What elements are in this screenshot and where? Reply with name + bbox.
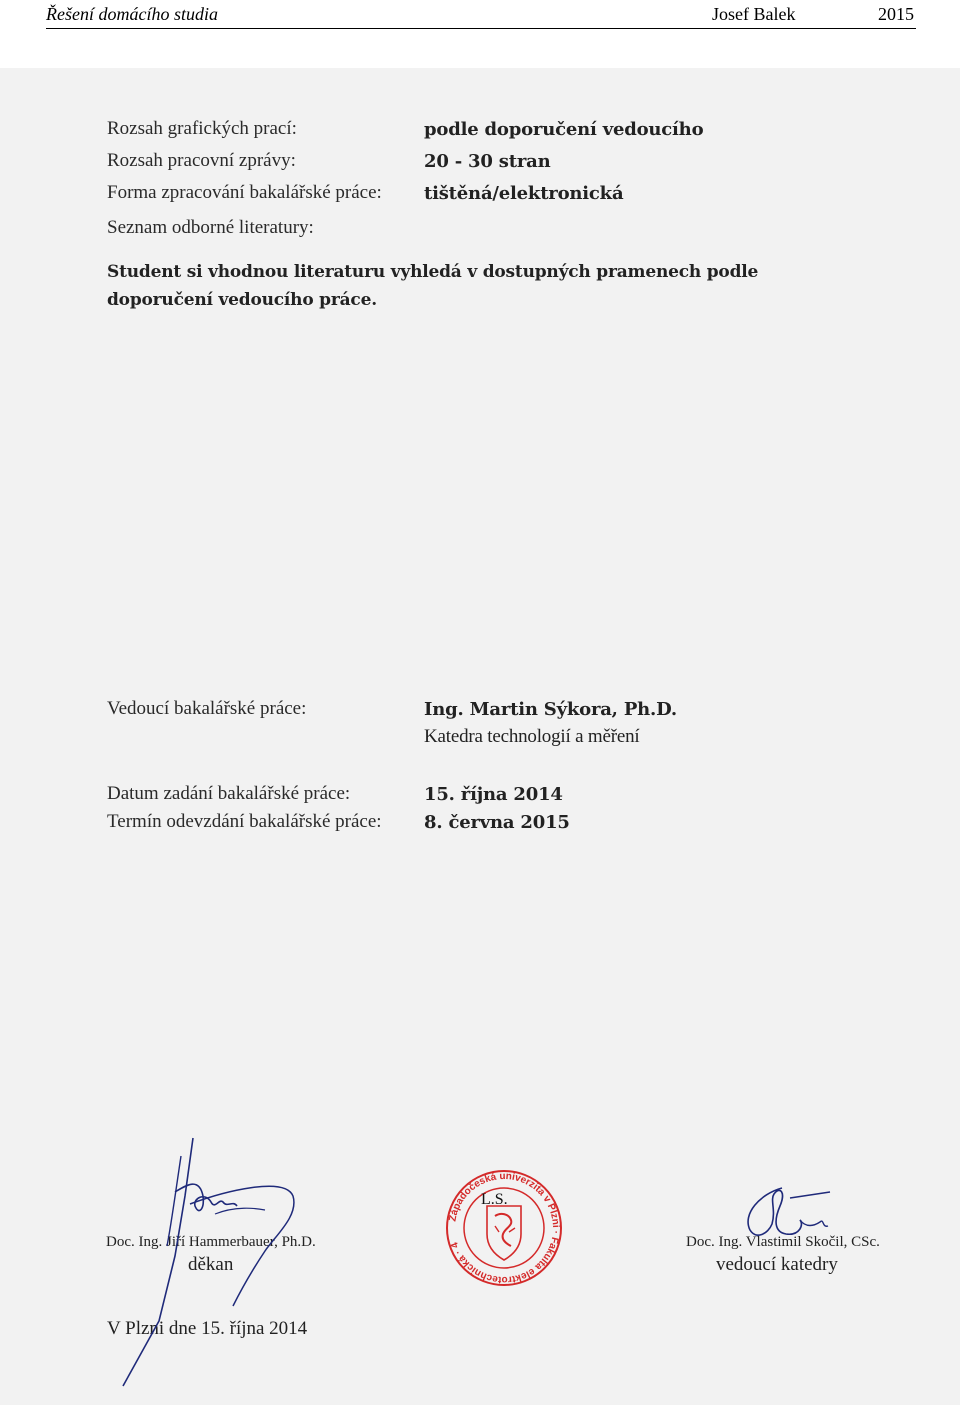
thesis-form-label: Forma zpracování bakalářské práce:: [107, 182, 382, 203]
header-year: 2015: [878, 4, 914, 24]
header-title: Řešení domácího studia: [46, 4, 218, 24]
place-and-date: V Plzni dne 15. října 2014: [107, 1318, 308, 1339]
stamp-ring-text: Západočeská univerzita v Plzni · Fakulta elektrotechnická · 4: [447, 1170, 562, 1286]
graphics-scope-value: podle doporučení vedoucího: [424, 119, 704, 140]
assigned-date-value: 15. října 2014: [424, 784, 563, 805]
head-name: Doc. Ing. Vlastimil Skočil, CSc.: [686, 1234, 880, 1250]
thesis-form-value: tištěná/elektronická: [424, 183, 624, 204]
deadline-value: 8. června 2015: [424, 812, 570, 833]
scanned-page: [0, 68, 960, 1405]
supervisor-name: Ing. Martin Sýkora, Ph.D.: [424, 699, 677, 720]
literature-note: Student si vhodnou literaturu vyhledá v dostupných pramenech podle doporučení vedoucího práce.: [107, 262, 759, 310]
supervisor-department: Katedra technologií a měření: [424, 726, 640, 747]
report-scope-value: 20 - 30 stran: [424, 151, 551, 172]
university-stamp: [445, 1168, 565, 1288]
deadline-label: Termín odevzdání bakalářské práce:: [107, 811, 382, 832]
dean-role: děkan: [188, 1254, 234, 1275]
head-signature: [730, 1180, 870, 1260]
dean-signature: [115, 1136, 315, 1316]
running-header: [46, 0, 916, 29]
head-role: vedoucí katedry: [716, 1254, 838, 1275]
seal-mark: L.S.: [481, 1191, 508, 1208]
assigned-date-label: Datum zadání bakalářské práce:: [107, 783, 351, 804]
dean-name: Doc. Ing. Jiří Hammerbauer, Ph.D.: [106, 1234, 316, 1250]
report-scope-label: Rozsah pracovní zprávy:: [107, 150, 296, 171]
header-author: Josef Balek: [712, 4, 796, 24]
supervisor-label: Vedoucí bakalářské práce:: [107, 698, 307, 719]
literature-label: Seznam odborné literatury:: [107, 217, 314, 238]
graphics-scope-label: Rozsah grafických prací:: [107, 118, 297, 139]
